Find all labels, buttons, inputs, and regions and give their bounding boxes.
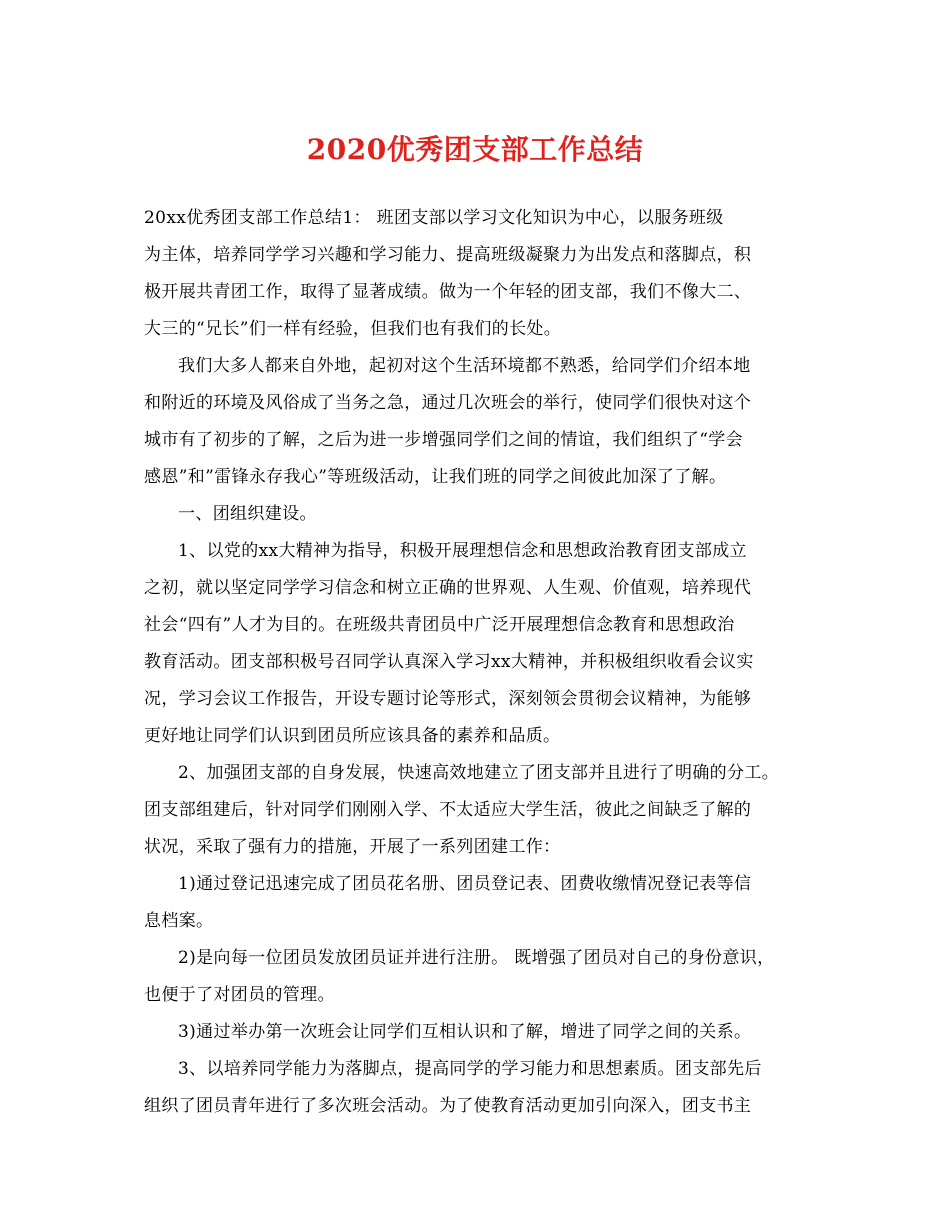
text-line: 也便于了对团员的管理。 [144, 985, 335, 1005]
text-line: 大三的“兄长”们一样有经验，但我们也有我们的长处。 [144, 319, 562, 339]
text-line: 团支部组建后，针对同学们刚刚入学、不太适应大学生活，彼此之间缺乏了解的 [144, 800, 752, 820]
text-line: 社会“四有”人才为目的。在班级共青团员中广泛开展理想信念教育和思想政治 [144, 615, 735, 635]
text-line: 20xx优秀团支部工作总结1： 班团支部以学习文化知识为中心，以服务班级 [144, 208, 724, 228]
text-line: 1)通过登记迅速完成了团员花名册、团员登记表、团费收缴情况登记表等信 [178, 874, 752, 894]
text-line: 2)是向每一位团员发放团员证并进行注册。 既增强了团员对自己的身份意识， [178, 948, 775, 968]
document-title: 2020优秀团支部工作总结 [306, 133, 644, 166]
text-line: 2、加强团支部的自身发展，快速高效地建立了团支部并且进行了明确的分工。 [178, 763, 780, 783]
text-line: 和附近的环境及风俗成了当务之急，通过几次班会的举行，使同学们很快对这个 [144, 393, 752, 413]
text-line: 一、团组织建设。 [178, 504, 317, 524]
text-line: 我们大多人都来自外地，起初对这个生活环境都不熟悉，给同学们介绍本地 [178, 356, 751, 376]
text-line: 息档案。 [144, 911, 214, 931]
text-line: 组织了团员青年进行了多次班会活动。为了使教育活动更加引向深入，团支书主 [144, 1096, 752, 1116]
text-line: 况，学习会议工作报告，开设专题讨论等形式，深刻领会贯彻会议精神，为能够 [144, 689, 752, 709]
text-line: 状况，采取了强有力的措施，开展了一系列团建工作： [144, 837, 561, 857]
text-line: 为主体，培养同学学习兴趣和学习能力、提高班级凝聚力为出发点和落脚点，积 [144, 245, 752, 265]
text-line: 3、以培养同学能力为落脚点，提高同学的学习能力和思想素质。团支部先后 [178, 1059, 762, 1079]
text-line: 3)通过举办第一次班会让同学们互相认识和了解，增进了同学之间的关系。 [178, 1022, 752, 1042]
text-line: 教育活动。团支部积极号召同学认真深入学习xx大精神，并积极组织收看会议实 [144, 652, 754, 672]
text-line: 感恩”和”雷锋永存我心”等班级活动，让我们班的同学之间彼此加深了了解。 [144, 467, 727, 487]
text-line: 极开展共青团工作，取得了显著成绩。做为一个年轻的团支部，我们不像大二、 [144, 282, 752, 302]
text-line: 之初，就以坚定同学学习信念和树立正确的世界观、人生观、价值观，培养现代 [144, 578, 752, 598]
text-line: 更好地让同学们认识到团员所应该具备的素养和品质。 [144, 726, 561, 746]
text-line: 城市有了初步的了解，之后为进一步增强同学们之间的情谊，我们组织了“学会 [144, 430, 743, 450]
text-line: 1、以党的xx大精神为指导，积极开展理想信念和思想政治教育团支部成立 [178, 541, 747, 561]
